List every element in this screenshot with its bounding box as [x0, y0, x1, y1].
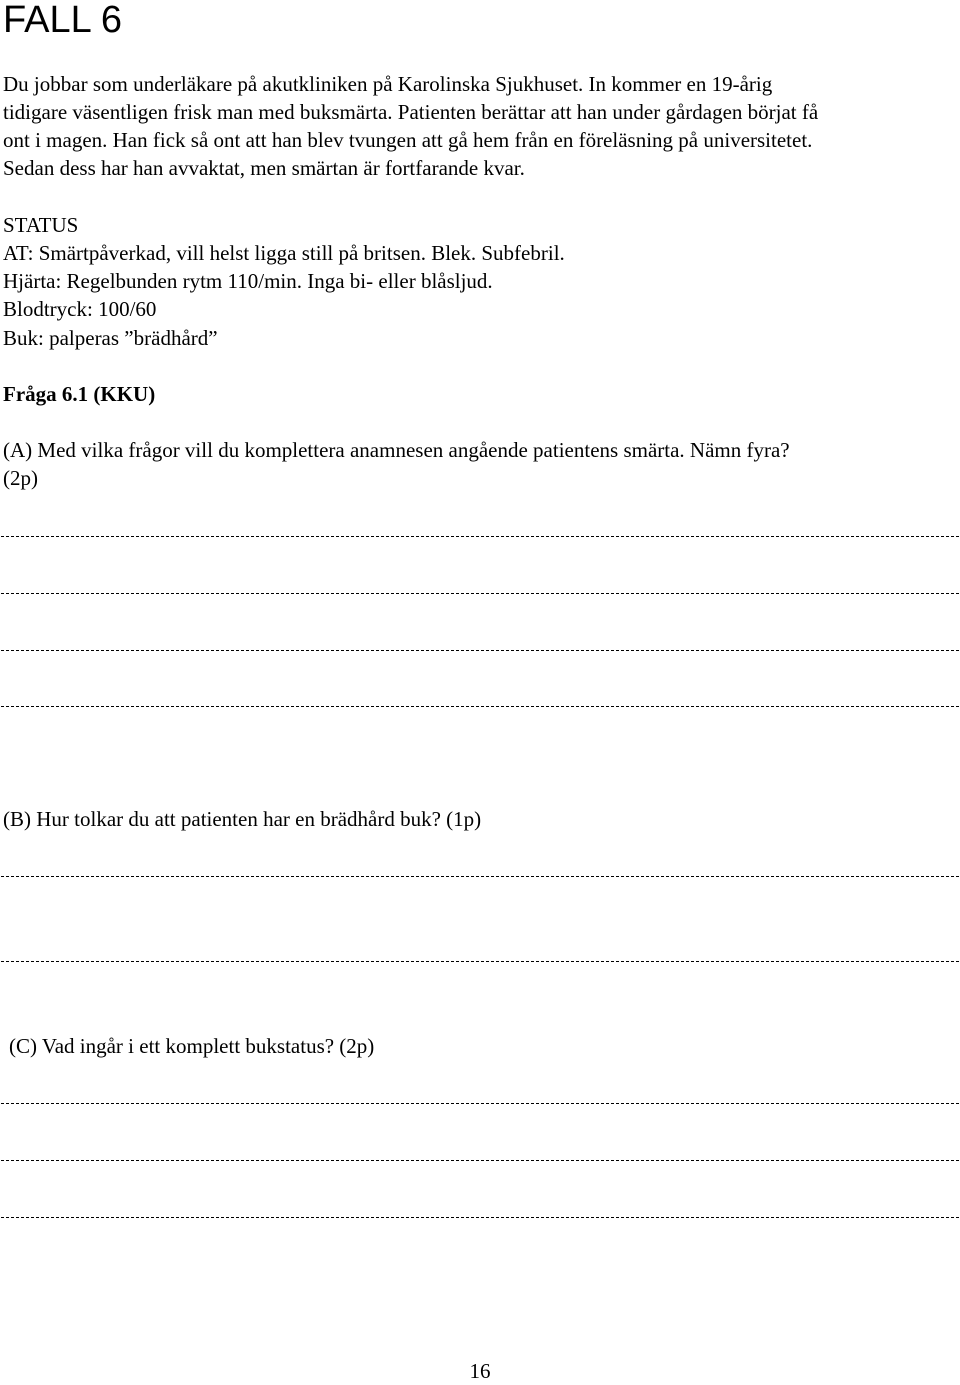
status-line: AT: Smärtpåverkad, vill helst ligga still på britsen. Blek. Subfebril.	[3, 241, 565, 265]
answer-line-a-1[interactable]	[1, 536, 959, 537]
question-a-text: (A) Med vilka frågor vill du komplettera anamnesen angående patientens smärta. Nämn fyra?	[3, 438, 790, 462]
question-b-text: (B) Hur tolkar du att patienten har en brädhård buk? (1p)	[3, 807, 482, 831]
answer-line-a-2[interactable]	[1, 593, 959, 594]
status-line: Hjärta: Regelbunden rytm 110/min. Inga bi- eller blåsljud.	[3, 269, 493, 293]
answer-line-a-3[interactable]	[1, 650, 959, 651]
answer-line-b-1[interactable]	[1, 876, 959, 877]
status-line: Blodtryck: 100/60	[3, 297, 157, 321]
question-heading: Fråga 6.1 (KKU)	[3, 382, 156, 406]
page-number: 16	[469, 1359, 491, 1383]
intro-line: Sedan dess har han avvaktat, men smärtan är fortfarande kvar.	[3, 156, 525, 180]
answer-line-c-3[interactable]	[1, 1217, 959, 1218]
page-title: FALL 6	[3, 0, 123, 41]
status-line: Buk: palperas ”brädhård”	[3, 326, 218, 350]
question-c-text: (C) Vad ingår i ett komplett bukstatus? (2p)	[9, 1034, 375, 1058]
answer-line-c-2[interactable]	[1, 1160, 959, 1161]
status-heading: STATUS	[3, 213, 79, 237]
answer-line-b-2[interactable]	[1, 961, 959, 962]
intro-line: ont i magen. Han fick så ont att han blev tvungen att gå hem från en föreläsning på universitetet.	[3, 128, 813, 152]
intro-line: Du jobbar som underläkare på akutkliniken på Karolinska Sjukhuset. In kommer en 19-årig	[3, 72, 773, 96]
answer-line-a-4[interactable]	[1, 706, 959, 707]
intro-line: tidigare väsentligen frisk man med buksmärta. Patienten berättar att han under gårdagen börjat få	[3, 100, 819, 124]
question-a-points: (2p)	[3, 466, 38, 490]
answer-line-c-1[interactable]	[1, 1103, 959, 1104]
